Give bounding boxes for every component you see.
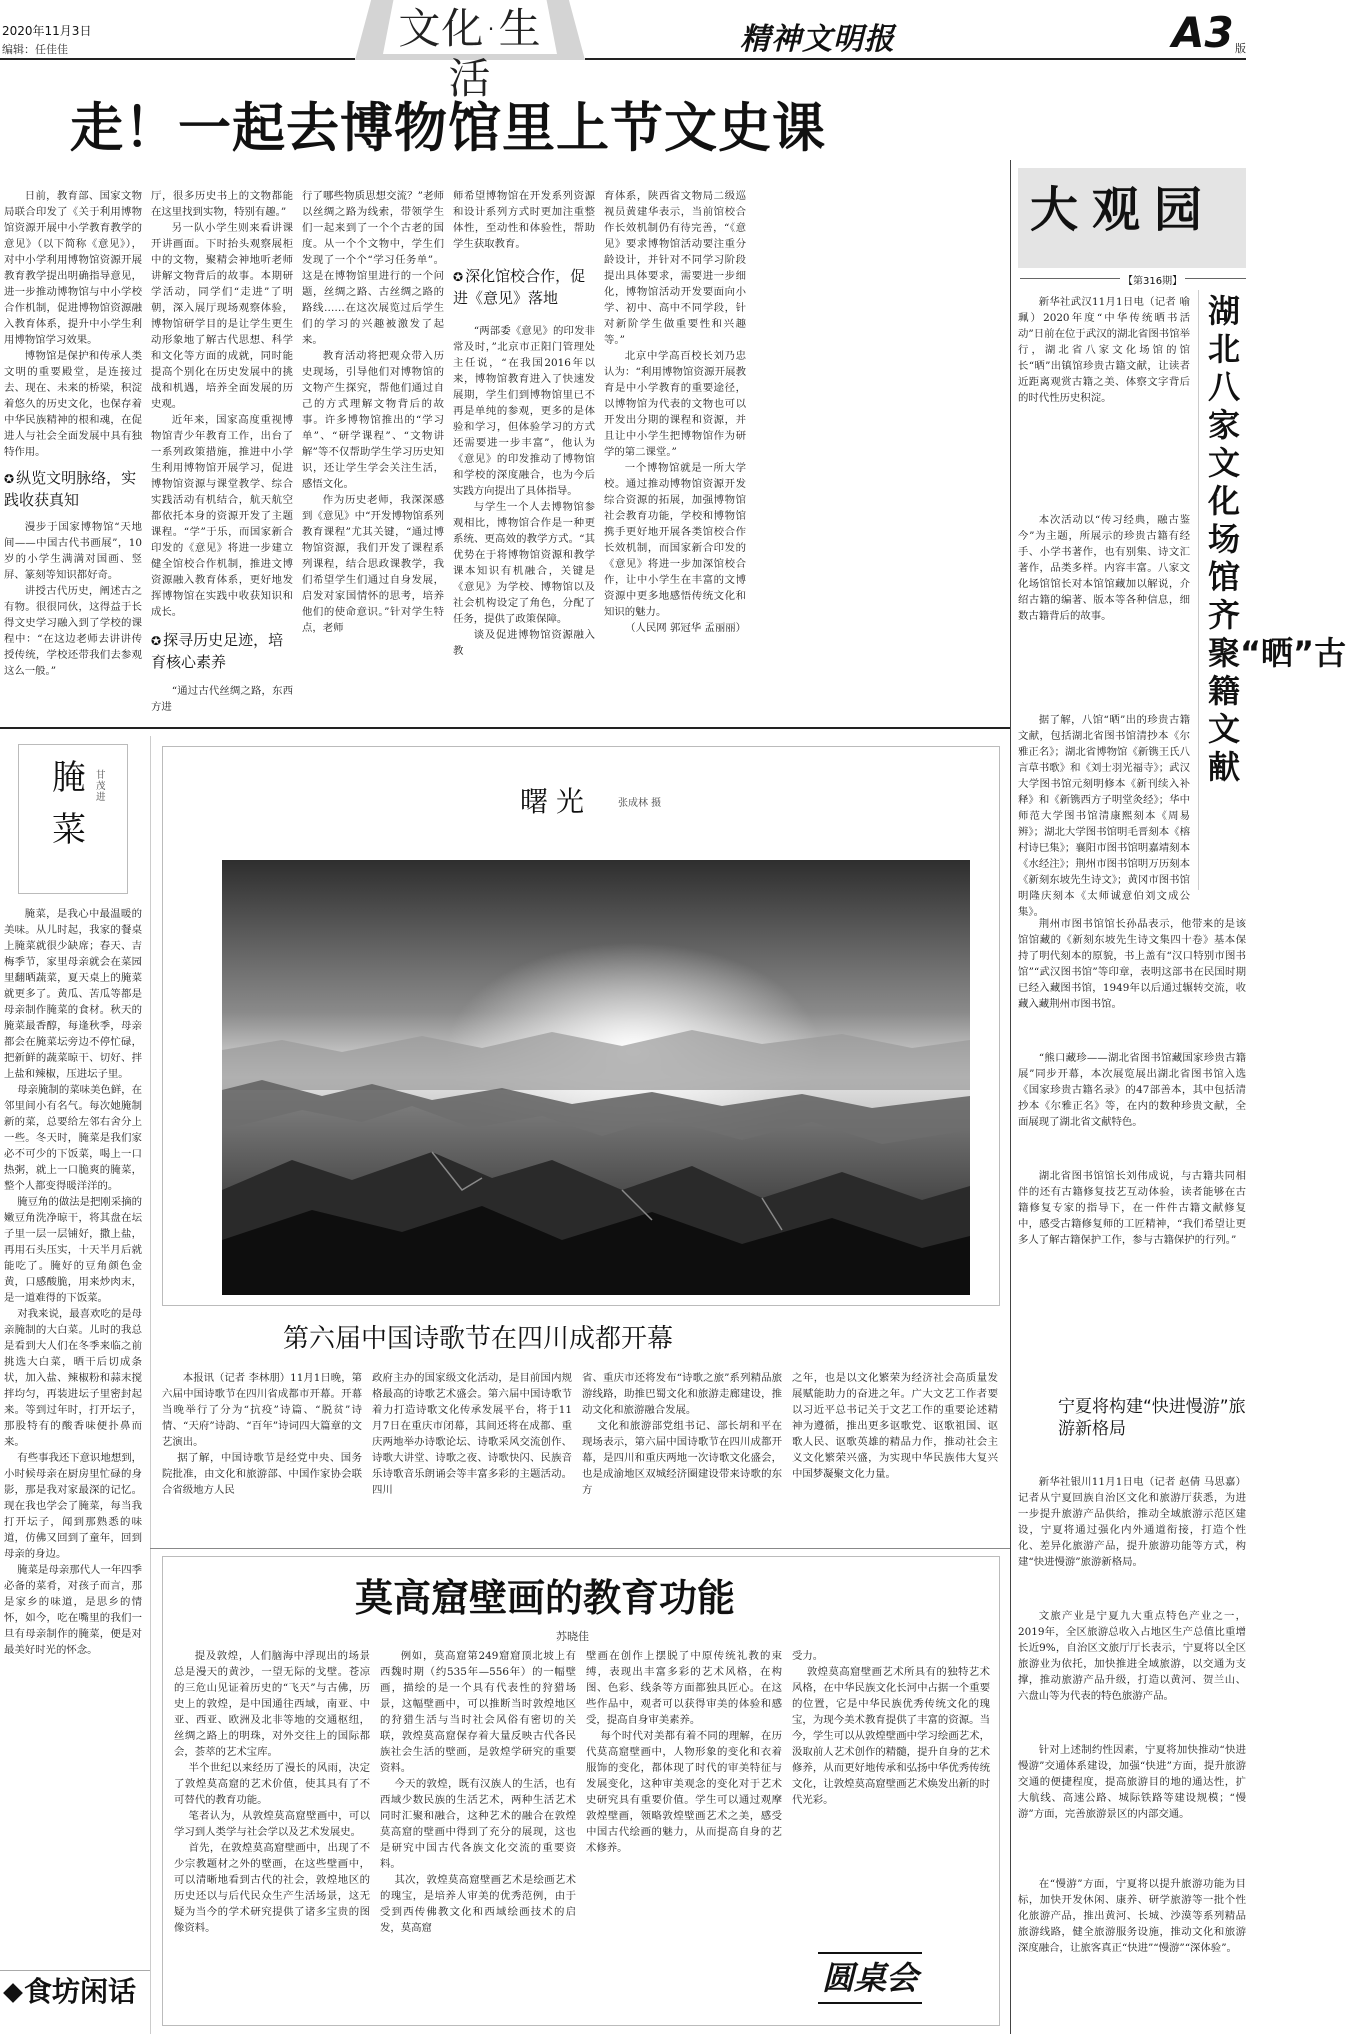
photo-credit: 张成林 摄: [618, 798, 662, 809]
right-sub-headline: 宁夏将构建“快进慢游”旅游新格局: [1058, 1397, 1246, 1439]
lead-col2-subhead: ✪ 探寻历史足迹，培育核心素养: [151, 631, 284, 671]
lead-col-3: [302, 188, 444, 718]
landscape-photo: [222, 860, 970, 1295]
mogao-col-3: 壁画在创作上摆脱了中原传统礼教的束缚，表现出丰富多彩的艺术风格，在构图、色彩、线条等方面都独具匠心。在这些作品中，观者可以获得审美的体验和感受，提高自身审美素养。 每个时代对美都有着不同的理解，在历代莫高窟壁画中，人物形象的变化和衣着服饰的变化，都体现了时代的审美特征与发展变化，这种审美观念的变化对于艺术史研究具有重要价值。学生可以通过观摩敦煌壁画，领略敦煌壁画艺术之美，感受中国古代绘画的魅力，从而提高自身的艺术修养。: [586, 1650, 783, 1854]
poetry-bottom-rule: [150, 1548, 1010, 1549]
food-column-rule: [150, 736, 151, 2034]
lead-col3-p2: 教育活动将把观众带入历史现场，引导他们对博物馆的文物产生探究，帮他们通过自己的方式理解文物背后的故事。许多博物馆推出的“学习单”、“研学课程”、“文物讲解”等不仅帮助学生学习历史知识，还让学生学会关注生活，感悟文化。: [302, 350, 444, 490]
food-body: 腌菜，是我心中最温暖的美味。从儿时起，我家的餐桌上腌菜就很少缺席；春天、吉梅季节，家里母亲就会在菜园里翻晒蔬菜，夏天桌上的腌菜就更多了。黄瓜、苦瓜等都是母亲制作腌菜的食材。秋天的腌菜最香醇，每逢秋季，母亲都会在腌菜坛旁边不停忙碌，把新鲜的蔬菜晾干、切好、拌上盐和辣椒，压进坛子里。 母亲腌制的菜味美色鲜，在邻里间小有名气。每次她腌制新的菜，总要给左邻右舍分上一些。冬天时，腌菜是我们家必不可少的下饭菜，喝上一口热粥，就上一口脆爽的腌菜，整个人都变得暖洋洋的。 腌豆角的做法是把刚采摘的嫩豆角洗净晾干，将其盘在坛子里一层一层铺好，撒上盐，再用石头压实，十天半月后就能吃了。腌好的豆角颜色金黄，口感酸脆，用来炒肉末，是一道难得的下饭菜。 对我来说，最喜欢吃的是母亲腌制的大白菜。儿时的我总是看到大人们在冬季来临之前挑选大白菜，晒干后切成条状，加入盐、辣椒粉和蒜末搅拌均匀，再装进坛子里密封起来。等到过年时，打开坛子，那股特有的酸香味便扑鼻而来。 有些事我还下意识地想到，小时候母亲在厨房里忙碌的身影，那是我对家最深的记忆。现在我也学会了腌菜，每当我打开坛子，闻到那熟悉的味道，仿佛又回到了童年，回到母亲的身边。 腌菜是母亲那代人一年四季必备的菜肴，对孩子而言，那是家乡的味道，是思乡的情怀，如今，吃在嘴里的我们一旦有母亲制作的腌菜，便是对最美好时光的怀念。: [4, 908, 143, 1656]
right-p3-cont: [1018, 912, 1246, 914]
right-column-rule: [1010, 160, 1011, 2034]
mogao-title: 莫高窟壁画的教育功能: [355, 1576, 736, 1620]
lead-col4-p2: “两部委《意见》的印发非常及时，”北京市正阳门管理处主任说，“在我国2016年以来，博物馆教育进入了快速发展期，学生们到博物馆里已不再是单纯的参观，更多的是体验和学习，但体验学习的方式还需要进一步丰富”，他认为《意见》的印发推动了博物馆和学校的深度融合，也为今后实践方向提出了具体指导。: [453, 325, 595, 497]
lead-col5-p1: 育体系，陕西省文物局二级巡视员黄建华表示，当前馆校合作长效机制仍有待完善，“《意见》要求博物馆活动要注重分龄设计，并针对不同学习阶段提出具体要求，需要进一步细化，博物馆活动开发要面向小学、初中、高中不同学段，针对新阶学生做重要性和兴趣等。”: [604, 190, 746, 346]
daguanyuan-title: 大观园: [1030, 182, 1217, 238]
lead-col1-p3: 漫步于国家博物馆“天地间——中国古代书画展”，10岁的小学生满满对国画、竖屏、篆刻等知识都好奇。: [4, 521, 142, 581]
right-headline: 湖北八家文化场馆齐聚“晒”古籍文献: [1208, 292, 1346, 786]
right-p5: “熊口藏珍——湖北省图书馆藏国家珍贵古籍展”同步开幕，本次展览展出湖北省图书馆入选《国家珍贵古籍名录》的47部善本，其中包括清抄本《尔雅正名》等，在内的数种珍贵文献，全面展现了湖北省文献特色。: [1018, 1052, 1246, 1128]
poetry-col-2: 政府主办的国家级文化活动，是目前国内规格最高的诗歌艺术盛会。第六届中国诗歌节着力打造诗歌文化传承发展平台，将于11月7日在重庆市闭幕，其间还将在成都、重庆两地举办诗歌论坛、诗歌采风交流创作、诗歌大讲堂、诗歌之夜、诗歌快闪、民族音乐诗歌音乐朗诵会等丰富多彩的主题活动。四川: [372, 1372, 572, 1496]
section-title: 文化·生活: [398, 4, 542, 103]
lead-col2-p2: 另一队小学生则来看讲课开讲画面。下时抬头观察展柜中的文物，聚精会神地听老师讲解文物背后的故事。本期研学活动，同学们“走进”了明朝，深入展厅现场观察体验，博物馆研学目的是让学生更生动形象地了解古代思想、科学和文化等方面的成就，同时能提高个别化在历史发展中的挑战和机遇，培养全面发展的历史观。: [151, 222, 293, 410]
right-p3: 据了解，八馆“晒”出的珍贵古籍文献，包括湖北省图书馆清抄本《尔雅正名》；湖北省博物馆《新镌王氏八言草书歌》和《刘士羽光福寺》；武汉大学图书馆元刻明修本《新刊续入补释》和《新镌西方子明堂灸经》；华中师范大学图书馆清康熙刻本《周易辨》；湖北大学图书馆明毛晋刻本《榕村诗巳集》；襄阳市图书馆明嘉靖刻本《水经注》；荆州市图书馆明万历刻本《新刻东坡先生诗文》；黄冈市图书馆明隆庆刻本《太师诚意伯刘文成公集》。: [1018, 714, 1190, 918]
right-p4: 荆州市图书馆馆长孙晶表示，他带来的是该馆馆藏的《新刻东坡先生诗文集四十卷》基本保持了明代刻本的原貌，书上盖有“汉口特别市图书馆”“武汉图书馆”等印章，表明这部书在民国时期已经入藏图书馆，1949年以后通过辗转交流，收藏入藏荆州市图书馆。: [1018, 918, 1246, 1010]
mogao-col-1: 提及敦煌，人们脑海中浮现出的场景总是漫天的黄沙，一望无际的戈壁。苍凉的三危山见证着历史的“飞天”与古佛，历史上的敦煌，是中国通往西域，南亚、中亚、西亚、欧洲及北非等地的交通枢纽，丝绸之路上的明珠，对外交往上的国际都会，荟萃的艺术宝库。 半个世纪以来经历了漫长的风雨，决定了敦煌莫高窟的艺术价值，使其具有了不可替代的教育功能。 笔者认为，从敦煌莫高窟壁画中，可以学习到人类学与社会学以及艺术发展史。 首先，在敦煌莫高窟壁画中，出现了不少宗教题材之外的壁画，在这些壁画中，可以清晰地看到古代的社会，敦煌地区的历史还以与后代民众生产生活场景，这无疑为当今的学术研究提供了诸多宝贵的图像资料。: [174, 1650, 371, 1934]
mogao-author: 苏晓佳: [556, 1630, 589, 1643]
lead-col1-p2: 博物馆是保护和传承人类文明的重要殿堂，是连接过去、现在、未来的桥梁，积淀着悠久的历史文化，也保存着中华民族精神的根和魂，在促进人与社会全面发展中具有独特作用。: [4, 350, 142, 458]
poetry-col-1: 本报讯（记者 李林朋）11月1日晚，第六届中国诗歌节在四川省成都市开幕。开幕当晚举行了分为“抗疫”诗篇、“脱贫”诗情、“天府”诗韵、“百年”诗词四大篇章的文艺演出。 据了解，中国诗歌节是经党中央、国务院批准，由文化和旅游部、中国作家协会联合省级地方人民: [162, 1372, 363, 1496]
mogao-col-2: 例如，莫高窟第249窟窟顶北坡上有西魏时期（约535年—556年）的一幅壁画，描绘的是一个具有代表性的狩猎场景，这幅壁画中，可以推断当时敦煌地区的狩猎生活与当时社会风俗有密切的关联，敦煌莫高窟保存着大量反映古代各民族社会生活的壁画，是敦煌学研究的重要资料。 今天的敦煌，既有汉族人的生活，也有西域少数民族的生活艺术，两种生活艺术同时汇聚和融合，这种艺术的融合在敦煌莫高窟的壁画中得到了充分的展现，这也是研究中国古代各族文化交流的重要资料。 其次，敦煌莫高窟壁画艺术是绘画艺术的瑰宝，是培养人审美的优秀范例，由于受到西传佛教文化和西域绘画技术的启发，莫高窟: [380, 1650, 577, 1934]
lead-col4-subhead: ✪ 深化馆校合作，促进《意见》落地: [453, 267, 586, 307]
paper-name: 精神文明报: [740, 22, 895, 57]
lead-bottom-rule: [0, 727, 1010, 729]
lead-col5-p2: 北京中学高百校长刘乃忠认为：“利用博物馆资源开展教育是中小学教育的重要途径，以博物馆为代表的文物也可以开发出分期的课程和资源，并且让中小学生把博物馆作为研学的第二课堂。”: [604, 350, 746, 458]
lead-col3-p1: 行了哪些物质思想交流？”老师以丝绸之路为线索，带领学生们一起来到了一个个古老的国度。从一个个文物中，学生们发现了一个个“学习任务单”。这是在博物馆里进行的一个问题，丝绸之路、古丝绸之路的路线……在这次展览过后学生们的学习的兴趣被激发了起来。: [302, 190, 444, 346]
lead-col2-p1: 厅，很多历史书上的文物都能在这里找到实物，特别有趣。”: [151, 190, 293, 218]
right-p8: 文旅产业是宁夏九大重点特色产业之一，2019年，全区旅游总收入占地区生产总值比重增长近9%，自治区文旅厅厅长表示，宁夏将以全区旅游业为依托，加快推进全域旅游，以交通为支撑，推动旅游产品升级，打造以黄河、贺兰山、六盘山等为代表的特色旅游产品。: [1018, 1610, 1246, 1702]
header-editor: 编辑：任佳佳: [2, 43, 68, 56]
food-footer-label: 食坊闲话: [24, 1975, 137, 2008]
lead-col4-p3: 与学生一个人去博物馆参观相比，博物馆合作是一种更系统、更高效的教学方式。“其优势在于将博物馆资源和教学课本知识有机融合，关键是《意见》为学校、博物馆以及社会机构设定了角色，分配了任务，提供了政策保障。: [453, 501, 595, 625]
poetry-title: 第六届中国诗歌节在四川成都开幕: [283, 1324, 674, 1354]
page-number: A3: [1172, 8, 1234, 57]
lead-col2-p4: “通过古代丝绸之路，东西方进: [151, 685, 293, 713]
lead-byline: （人民网 郭冠华 孟丽丽）: [625, 622, 746, 634]
issue-number: 【第316期】: [1120, 272, 1185, 287]
right-p7: 新华社银川11月1日电（记者 赵倩 马思嘉）记者从宁夏回族自治区文化和旅游厅获悉，为进一步提升旅游产品供给，推动全域旅游示范区建设，宁夏将通过强化内外通道衔接，打造个性化、差异化旅游产品，提升旅游功能等方式，构建“快进慢游”旅游新格局。: [1018, 1476, 1246, 1568]
right-intro: 新华社武汉11月1日电（记者 喻珮）2020年度“中华传统晒书活动”日前在位于武汉的湖北省图书馆举行，湖北省八家文化场馆的馆长“晒”出镇馆珍贵古籍文献，让读者近距离观赏古籍之美、体察文字背后的时代性历史积淀。: [1018, 296, 1190, 404]
lead-col1-subhead: ✪ 纵览文明脉络，实践收获真知: [4, 469, 137, 509]
headline-rule: [1198, 290, 1199, 890]
lead-col5-p3: 一个博物馆就是一所大学校。通过推动博物馆资源开发综合资源的拓展，加强博物馆社会教育功能，学校和博物馆携手更好地开展各类馆校合作长效机制，而国家新合印发的《意见》将进一步加深馆校合作，让中小学生在丰富的文博资源中更多地感悟传统文化和知识的魅力。: [604, 462, 746, 618]
right-p10: 在“慢游”方面，宁夏将以提升旅游功能为目标，加快开发休闲、康养、研学旅游等一批个性化旅游产品，推出黄河、长城、沙漠等系列精品旅游线路，健全旅游服务设施，推动文化和旅游深度融合，让旅客真正“快进”“慢游”“深体验”。: [1018, 1878, 1246, 1954]
lead-col-2: [151, 188, 293, 718]
food-title: 腌菜: [52, 758, 86, 850]
right-p9: 针对上述制约性因素，宁夏将加快推动“快进慢游”交通体系建设，加强“快进”方面，提升旅游交通的便捷程度，提高旅游目的地的通达性，扩大航线、高速公路、城际铁路等建设规模；“慢游”方面，完善旅游景区的内部交通。: [1018, 1744, 1246, 1820]
lead-col1-p4: 讲授古代历史，阐述古之有物。很很同伙，这得益于长得文史学习融入到了学校的课程中：“在这边老师去讲讲传授传统，学校还带我们去参观这么一般。”: [4, 585, 142, 677]
poetry-col-3: 省、重庆市还将发布“诗歌之旅”系列精品旅游线路，助推巴蜀文化和旅游走廊建设，推动文化和旅游融合发展。 文化和旅游部党组书记、部长胡和平在现场表示，第六届中国诗歌节在四川成都开幕，是四川和重庆两地一次诗歌文化盛会，也是成渝地区双城经济圈建设带来诗歌的东方: [582, 1372, 783, 1496]
lead-col-5: [604, 188, 746, 718]
lead-col2-p3: 近年来，国家高度重视博物馆青少年教育工作，出台了一系列政策措施，推进中小学生利用博物馆开展学习，促进博物馆资源与课堂教学、综合实践活动有机结合，航天航空都依托本身的资源开发了主题课程。“学”于乐，而国家新合印发的《意见》将进一步建立健全馆校合作机制，推进文博资源融入教育体系，更好地发挥博物馆在实践中收获知识和成长。: [151, 414, 293, 618]
right-p2: 本次活动以“传习经典，融古鉴今”为主题，所展示的珍贵古籍有经手、小学书著作，也有别集、诗文汇著作，品类多样。内容丰富。八家文化场馆馆长对本馆馆藏加以解说，介绍古籍的编著、版本等各种信息，细数古籍背后的故事。: [1018, 514, 1190, 622]
lead-col4-p1: 师希望博物馆在开发系列资源和设计系列方式时更加注重整体性，至动性和体验性，帮助学生获取教育。: [453, 190, 595, 250]
poetry-col-4: 之年，也是以文化繁荣为经济社会高质量发展赋能助力的奋进之年。广大文艺工作者要以习近平总书记关于文艺工作的重要论述精神为遵循，推出更多讴歌党、讴歌祖国、讴歌人民、讴歌英雄的精品力作，推动社会主义文化繁荣兴盛，为实现中华民族伟大复兴中国梦凝聚文化力量。: [792, 1372, 998, 1480]
lead-title: 走！一起去博物馆里上节文史课: [70, 98, 826, 159]
header-rule-left: [0, 58, 355, 60]
lead-col1-p1: 日前，教育部、国家文物局联合印发了《关于利用博物馆资源开展中小学教育教学的意见》（以下简称《意见》），对中小学利用博物馆资源开展教育教学提出明确指导意见，进一步推动博物馆与中小学校合作机制，促进博物馆资源融入教育体系，提升中小学生利用博物馆学习效果。: [4, 190, 142, 346]
lead-col-1: [4, 188, 142, 718]
header-rule-right: [585, 58, 1246, 60]
lead-col3-p3: 作为历史老师，我深深感到《意见》中“开发博物馆系列教育课程”尤其关键，“通过博物馆资源，我们开发了课程系列课程，结合思政课教学，我们希望学生们通过自身发展，启发对家国情怀的思考，培养他们的使命意识。”针对学生特点，老师: [302, 494, 444, 634]
right-p6: 湖北省图书馆馆长刘伟成说，与古籍共同相伴的还有古籍修复技艺互动体验，读者能够在古籍修复专家的指导下，在一件件古籍文献修复中，感受古籍修复师的工匠精神，“我们希望让更多人了解古籍保护工作，参与古籍保护的行列。”: [1018, 1170, 1246, 1246]
header-date: 2020年11月3日: [2, 24, 92, 38]
page-suffix: 版: [1235, 42, 1246, 55]
yuanzhuohui-logo: 圆桌会: [818, 1952, 922, 2004]
lead-col4-p4: 谈及促进博物馆资源融入教: [453, 629, 595, 657]
lead-col-4: [453, 188, 595, 718]
mogao-col-4: 受力。 敦煌莫高窟壁画艺术所具有的独特艺术风格，在中华民族文化长河中占据一个重要的位置，它是中华民族优秀传统文化的瑰宝，为现今美术教育提供了丰富的资源。当今，学生可以从敦煌壁画中学习绘画艺术，汲取前人艺术创作的精髓，提升自身的艺术修养，从而更好地传承和弘扬中华优秀传统文化，让敦煌莫高窟壁画艺术焕发出新的时代光彩。: [792, 1650, 990, 1806]
photo-title: 曙光: [520, 785, 593, 818]
food-author: 甘茂进: [96, 770, 106, 803]
